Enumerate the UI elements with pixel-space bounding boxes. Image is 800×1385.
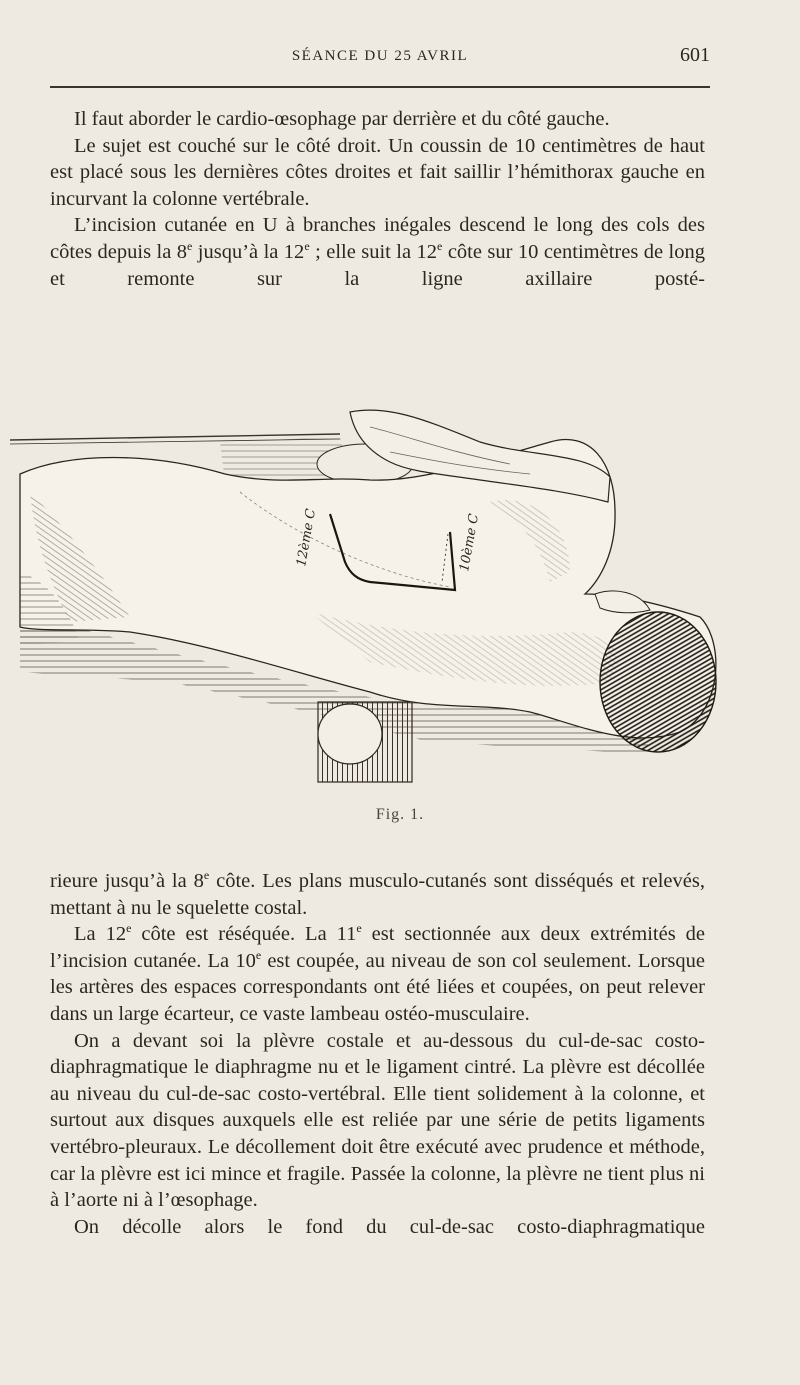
rib-label-10: 10ème C — [457, 512, 483, 573]
ordinal-suffix: e — [356, 921, 362, 936]
paragraph: On a devant soi la plèvre costale et au-dessous du cul-de-sac costo-diaphragmatique le diaphragme nu et le ligament cintré. La plèvre est décollée au niveau du cul-de-sac costo-vertébral. Elle tient solidement à la colonne, et surtout aux disques auxquels elle est reliée par une série de petits ligaments vertébro-pleuraux. Le décollement doit être exécuté avec prudence et méthode, car la plèvre est ici mince et fragile. Passée la colonne, la plèvre ne tient plus ni à l’aorte ni à l’œsophage. — [50, 1029, 705, 1212]
ordinal-suffix: e — [126, 921, 132, 936]
paragraph: La 12e côte est réséquée. La 11e est sectionnée aux deux extrémités de l’incision cutanée. La 10e est coupée, au niveau de son col seulement. Lorsque les artères des espaces correspondants ont été liées et coupées, on peut relever dans un large écarteur, ce vaste lambeau ostéo-musculaire. — [50, 921, 706, 1025]
text-block-bottom — [50, 868, 705, 1240]
ordinal-suffix: e — [187, 239, 193, 254]
paragraph: Il faut aborder le cardio-œsophage par derrière et du côté gauche. — [74, 108, 610, 130]
paragraph: Le sujet est couché sur le côté droit. Un coussin de 10 centimètres de haut est placé sous les dernières côtes droites et fait saillir l’hémithorax gauche en incurvant la colonne vertébrale. — [50, 134, 705, 210]
ordinal-suffix: e — [437, 239, 443, 254]
header-rule — [50, 86, 710, 88]
ordinal-suffix: e — [304, 239, 310, 254]
page-number: 601 — [680, 44, 710, 66]
figure-caption: Fig. 1. — [375, 806, 425, 823]
ordinal-suffix: e — [255, 947, 262, 962]
ordinal-suffix: e — [203, 868, 210, 883]
paragraph: rieure jusqu’à la 8e côte. Les plans musculo-cutanés sont disséqués et relevés, mettant à nu le squelette costal. — [50, 868, 705, 919]
text-block-top — [50, 106, 705, 292]
running-head: SÉANCE DU 25 AVRIL — [291, 48, 469, 64]
page-header — [50, 44, 710, 74]
rib-label-12: 12ème C — [294, 507, 320, 568]
figure-illustration — [10, 382, 722, 792]
paragraph: L’incision cutanée en U à branches inégales descend le long des cols des côtes depuis la 8e jusqu’à la 12e ; elle suit la 12e côte sur 10 centimètres de long et remonte sur la ligne axillaire posté- — [50, 214, 705, 290]
engraving-patient-lateral-decubitus — [10, 382, 722, 792]
paragraph: On décolle alors le fond du cul-de-sac costo-diaphragmatique — [74, 1215, 705, 1238]
